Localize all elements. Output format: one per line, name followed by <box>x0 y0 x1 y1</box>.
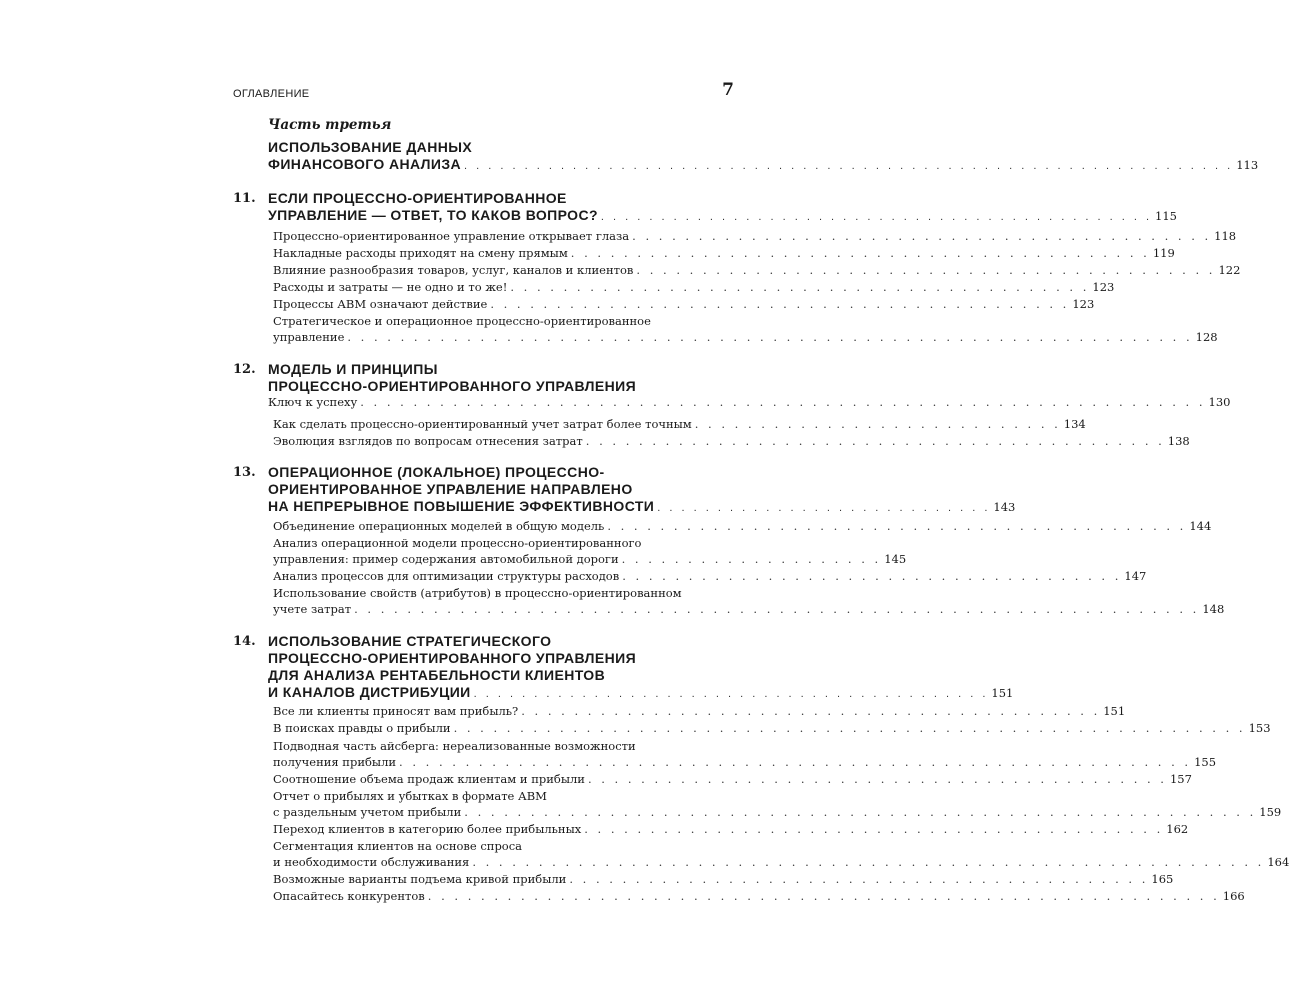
leader-dots: . . . . . . . . . . . . . . . . . . . . . . . . . . . . . . . . . . . . . . . . . . . . <box>585 434 1165 448</box>
leader-dots: . . . . . . . . . . . . . . . . . . . . . . . . . . . . . . . . . . . . . . . . . . . . <box>510 280 1090 294</box>
toc-entry[interactable] <box>273 720 1271 736</box>
entry-page-number: 123 <box>1072 297 1095 311</box>
entry-page-number: 134 <box>1063 417 1086 431</box>
chapter-subtitle: Ключ к успеху <box>268 395 358 409</box>
entry-title: Процессы АВМ означают действие <box>273 297 488 311</box>
entry-title: Объединение операционных моделей в общую модель <box>273 519 605 533</box>
entry-title: Эволюция взглядов по вопросам отнесения затрат <box>273 434 583 448</box>
entry-title: Опасайтесь конкурентов <box>273 889 425 903</box>
chapter-page-number: 151 <box>991 686 1014 700</box>
leader-dots: . . . . . . . . . . . . . . . . . . . . . . . . . . . . <box>694 417 1061 431</box>
entry-page-number: 122 <box>1218 263 1241 277</box>
chapter-title-line: ПРОЦЕССНО-ОРИЕНТИРОВАННОГО УПРАВЛЕНИЯ <box>268 378 637 394</box>
toc-entry[interactable] <box>273 535 907 567</box>
part-label: Часть третья <box>268 117 392 133</box>
toc-entry[interactable] <box>273 838 1289 870</box>
chapter-title-line: ЕСЛИ ПРОЦЕССНО-ОРИЕНТИРОВАННОЕ <box>268 190 567 206</box>
chapter-subtitle-entry[interactable] <box>268 394 1231 410</box>
chapter-number: 12. <box>233 362 256 377</box>
entry-title: Накладные расходы приходят на смену прямым <box>273 246 568 260</box>
leader-dots: . . . . . . . . . . . . . . . . . . . . . . . . . . . . . . . . . . . . . . . . . . . . <box>521 704 1101 718</box>
entry-title: Расходы и затраты — не одно и то же! <box>273 280 508 294</box>
chapter-title-line: ДЛЯ АНАЛИЗА РЕНТАБЕЛЬНОСТИ КЛИЕНТОВ <box>268 667 606 683</box>
leader-dots: . . . . . . . . . . . . . . . . . . . . . . . . . . . . . . . . . . . . . . . . . . . . . . . . . . . . . . . . . . . . <box>464 805 1257 819</box>
entry-page-number: 159 <box>1259 805 1282 819</box>
leader-dots: . . . . . . . . . . . . . . . . . . . . . . . . . . . . . . . . . . . . . . . . . . . . . . . . . . . . . . . . . . . . . . . . <box>360 395 1206 409</box>
entry-page-number: 166 <box>1222 889 1245 903</box>
entry-page-number: 138 <box>1167 434 1190 448</box>
entry-page-number: 165 <box>1151 872 1174 886</box>
chapter-page-number: 130 <box>1208 395 1231 409</box>
toc-entry[interactable] <box>273 888 1245 904</box>
toc-entry[interactable] <box>273 821 1189 837</box>
chapter-title-line: НА НЕПРЕРЫВНОЕ ПОВЫШЕНИЕ ЭФФЕКТИВНОСТИ <box>268 498 655 514</box>
entry-title: Анализ операционной модели процессно-ориентированного <box>273 536 642 550</box>
chapter-11-title[interactable] <box>268 190 1177 226</box>
chapter-title-line: УПРАВЛЕНИЕ — ОТВЕТ, ТО КАКОВ ВОПРОС? <box>268 207 598 223</box>
toc-entry[interactable] <box>273 871 1174 887</box>
chapter-title-line: ОРИЕНТИРОВАННОЕ УПРАВЛЕНИЕ НАПРАВЛЕНО <box>268 481 633 497</box>
entry-title: Сегментация клиентов на основе спроса <box>273 839 523 853</box>
leader-dots: . . . . . . . . . . . . . . . . . . . . . . . . . . . . . . . . . . . . . . . . . . . . . . . . . . . . . . . . . . . . <box>453 721 1246 735</box>
chapter-title-line: МОДЕЛЬ И ПРИНЦИПЫ <box>268 361 438 377</box>
entry-title: Подводная часть айсберга: нереализованные возможности <box>273 739 636 753</box>
chapter-number: 14. <box>233 634 256 649</box>
entry-page-number: 144 <box>1189 519 1212 533</box>
entry-title: Стратегическое и операционное процессно-ориентированное <box>273 314 651 328</box>
leader-dots: . . . . . . . . . . . . . . . . . . . . . . . . . . . . . . . . . . . . . . . . . . . . . . . . . . . . . . . . . . . . . . . . <box>354 602 1200 616</box>
entry-title: Переход клиентов в категорию более прибыльных <box>273 822 582 836</box>
part-page-number: 113 <box>1236 158 1259 172</box>
chapter-number: 13. <box>233 465 256 480</box>
chapter-title-line: ОПЕРАЦИОННОЕ (ЛОКАЛЬНОЕ) ПРОЦЕССНО- <box>268 464 605 480</box>
leader-dots: . . . . . . . . . . . . . . . . . . . . . . . . . . . . . . . . . . . . . . . . . . . . <box>587 772 1167 786</box>
leader-dots: . . . . . . . . . . . . . . . . . . . . . . . . . . . . . . . . . . . . . . . . . . . . <box>584 822 1164 836</box>
part-title[interactable] <box>268 139 1259 175</box>
toc-entry[interactable] <box>273 313 1218 345</box>
page-number: 7 <box>722 80 734 100</box>
chapter-title-line: ПРОЦЕССНО-ОРИЕНТИРОВАННОГО УПРАВЛЕНИЯ <box>268 650 637 666</box>
leader-dots: . . . . . . . . . . . . . . . . . . . . . . . . . . . . . . . . . . . . . . . . . . . . . . <box>600 211 1153 223</box>
entry-title: Процессно-ориентированное управление открывает глаза <box>273 229 630 243</box>
entry-title: Использование свойств (атрибутов) в процессно-ориентированном <box>273 586 682 600</box>
toc-entry[interactable] <box>273 433 1190 449</box>
chapter-page-number: 143 <box>993 500 1016 514</box>
entry-title: Все ли клиенты приносят вам прибыль? <box>273 704 519 718</box>
leader-dots: . . . . . . . . . . . . . . . . . . . . . . . . . . . . . . . . . . . . . . . . . . . <box>473 688 989 700</box>
chapter-title-line: И КАНАЛОВ ДИСТРИБУЦИИ <box>268 684 471 700</box>
entry-page-number: 147 <box>1124 569 1147 583</box>
entry-page-number: 151 <box>1103 704 1126 718</box>
toc-entry[interactable] <box>273 296 1095 312</box>
toc-entry[interactable] <box>273 279 1115 295</box>
entry-page-number: 123 <box>1092 280 1115 294</box>
leader-dots: . . . . . . . . . . . . . . . . . . . . . . . . . . . . <box>657 502 991 514</box>
part-title-line: ФИНАНСОВОГО АНАЛИЗА <box>268 156 462 172</box>
entry-title: Как сделать процессно-ориентированный учет затрат более точным <box>273 417 692 431</box>
leader-dots: . . . . . . . . . . . . . . . . . . . . . . . . . . . . . . . . . . . . . . . . . . . . . . . . . . . . . . . . . . . . . . . . <box>464 160 1234 172</box>
entry-page-number: 148 <box>1202 602 1225 616</box>
entry-page-number: 157 <box>1169 772 1192 786</box>
toc-entry[interactable] <box>273 518 1212 534</box>
leader-dots: . . . . . . . . . . . . . . . . . . . . . . . . . . . . . . . . . . . . . . . . . . . . . . . . . . . . . . . . . . . . <box>427 889 1220 903</box>
leader-dots: . . . . . . . . . . . . . . . . . . . . . . . . . . . . . . . . . . . . . . . . . . . . <box>632 229 1212 243</box>
chapter-12-title[interactable] <box>268 361 734 395</box>
part-title-line: ИСПОЛЬЗОВАНИЕ ДАННЫХ <box>268 139 473 155</box>
entry-title: Влияние разнообразия товаров, услуг, каналов и клиентов <box>273 263 634 277</box>
leader-dots: . . . . . . . . . . . . . . . . . . . . . . . . . . . . . . . . . . . . . . . . . . . . . . . . . . . . . . . . . . . . <box>472 855 1265 869</box>
toc-entry[interactable] <box>273 585 1225 617</box>
entry-page-number: 162 <box>1166 822 1189 836</box>
entry-page-number: 153 <box>1248 721 1271 735</box>
chapter-13-title[interactable] <box>268 464 1016 517</box>
leader-dots: . . . . . . . . . . . . . . . . . . . . . . . . . . . . . . . . . . . . . . . . . . . . . . . . . . . . . . . . . . . . <box>399 755 1192 769</box>
entry-title: и необходимости обслуживания <box>273 855 470 869</box>
toc-entry[interactable] <box>273 416 1086 432</box>
leader-dots: . . . . . . . . . . . . . . . . . . . . . . . . . . . . . . . . . . . . . . . . . . . . <box>607 519 1187 533</box>
entry-title: В поисках правды о прибыли <box>273 721 451 735</box>
leader-dots: . . . . . . . . . . . . . . . . . . . . . . . . . . . . . . . . . . . . . . . . . . . . . . . . . . . . . . . . . . . . . . . . <box>347 330 1193 344</box>
toc-entry[interactable] <box>273 738 1217 770</box>
entry-title: управление <box>273 330 345 344</box>
leader-dots: . . . . . . . . . . . . . . . . . . . . . . . . . . . . . . . . . . . . . . . . . . . . <box>490 297 1070 311</box>
entry-page-number: 128 <box>1195 330 1218 344</box>
toc-entry[interactable] <box>273 788 1282 820</box>
entry-page-number: 118 <box>1214 229 1237 243</box>
entry-title: Возможные варианты подъема кривой прибыли <box>273 872 567 886</box>
entry-page-number: 145 <box>884 552 907 566</box>
leader-dots: . . . . . . . . . . . . . . . . . . . . . . . . . . . . . . . . . . . . . . . . . . . . <box>570 246 1150 260</box>
entry-page-number: 119 <box>1152 246 1175 260</box>
entry-title: управления: пример содержания автомобильной дороги <box>273 552 619 566</box>
leader-dots: . . . . . . . . . . . . . . . . . . . . . . . . . . . . . . . . . . . . . . . . . . . . <box>569 872 1149 886</box>
toc-entry[interactable] <box>273 262 1241 278</box>
chapter-number: 11. <box>233 191 256 206</box>
entry-page-number: 155 <box>1194 755 1217 769</box>
leader-dots: . . . . . . . . . . . . . . . . . . . . . . . . . . . . . . . . . . . . . . <box>622 569 1122 583</box>
toc-entry[interactable] <box>273 245 1175 261</box>
toc-entry[interactable] <box>273 771 1192 787</box>
entry-title: получения прибыли <box>273 755 397 769</box>
toc-entry[interactable] <box>273 228 1237 244</box>
leader-dots: . . . . . . . . . . . . . . . . . . . . . . . . . . . . . . . . . . . . . . . . . . . . <box>636 263 1216 277</box>
entry-page-number: 164 <box>1267 855 1289 869</box>
entry-title: Отчет о прибылях и убытках в формате АВМ <box>273 789 547 803</box>
entry-title: учете затрат <box>273 602 352 616</box>
entry-title: Соотношение объема продаж клиентам и прибыли <box>273 772 585 786</box>
running-head: ОГЛАВЛЕНИЕ <box>233 88 310 100</box>
toc-entry[interactable] <box>273 568 1147 584</box>
chapter-title-line: ИСПОЛЬЗОВАНИЕ СТРАТЕГИЧЕСКОГО <box>268 633 552 649</box>
leader-dots: . . . . . . . . . . . . . . . . . . . . <box>621 552 882 566</box>
entry-title: с раздельным учетом прибыли <box>273 805 462 819</box>
chapter-14-title[interactable] <box>268 633 1014 703</box>
entry-title: Анализ процессов для оптимизации структуры расходов <box>273 569 620 583</box>
toc-entry[interactable] <box>273 703 1126 719</box>
chapter-page-number: 115 <box>1155 209 1177 223</box>
